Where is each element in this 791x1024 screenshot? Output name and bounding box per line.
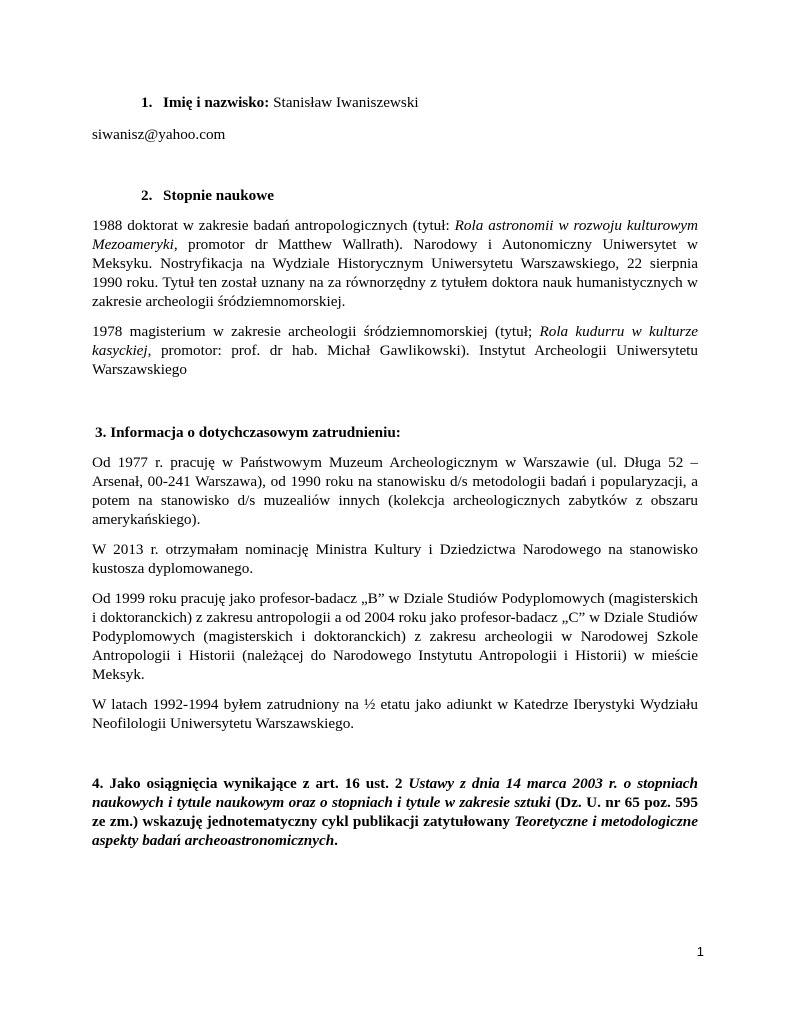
name-label: Imię i nazwisko: — [163, 94, 270, 111]
section-4-paragraph: 4. Jako osiągnięcia wynikające z art. 16 ust. 2 Ustawy z dnia 14 marca 2003 r. o stopniach naukowych i tytule naukowym oraz o stopniach i tytule w zakresie sztuki (Dz. U. nr 65 poz. 595 ze zm.) wskazuję jednotematyczny cykl publikacji zatytułowany Teoretyczne i metodologiczne aspekty badań archeoastronomicznych. — [92, 775, 698, 849]
doctorate-paragraph: 1988 doktorat w zakresie badań antropologicznych (tytuł: Rola astronomii w rozwoju kulturowym Mezoameryki, promotor dr Matthew Wallrath). Narodowy i Autonomiczny Uniwersytet w Meksyku. Nostryfikacja na Wydziale Historycznym Uniwersytetu Warszawskiego, 22 sierpnia 1990 roku. Tytuł ten został uznany na za równorzędny z tytułem doktora nauk humanistycznych w zakresie archeologii śródziemnomorskiej. — [92, 217, 698, 310]
section-2-number: 2. — [141, 187, 153, 204]
section-2-heading — [141, 186, 698, 205]
act-title: Ustawy z dnia 14 marca 2003 r. o stopniach naukowych i tytule naukowym oraz o stopniach i tytule w zakresie sztuki — [92, 775, 698, 811]
doctorate-thesis-title: Rola astronomii w rozwoju kulturowym Mezoameryki — [92, 217, 698, 253]
section-1-heading — [141, 93, 698, 112]
page-number: 1 — [696, 944, 704, 959]
document-body — [92, 93, 698, 850]
full-name: Stanisław Iwaniszewski — [273, 94, 419, 111]
employment-paragraph-1: Od 1977 r. pracuję w Państwowym Muzeum Archeologicznym w Warszawie (ul. Długa 52 – Arsenał, 00-241 Warszawa), od 1990 roku na stanowisku d/s metodologii badań i popularyzacji, a potem na stanowisko d/s muzealiów innych (kolekcja archeologicznych zabytków z obszaru amerykańskiego). — [92, 454, 698, 528]
email-address: siwanisz@yahoo.com — [92, 126, 226, 143]
masters-paragraph: 1978 magisterium w zakresie archeologii śródziemnomorskiej (tytuł; Rola kudurru w kulturze kasyckiej, promotor: prof. dr hab. Michał Gawlikowski). Instytut Archeologii Uniwersytetu Warszawskiego — [92, 323, 698, 378]
masters-thesis-title: Rola kudurru w kulturze kasyckiej — [92, 323, 698, 359]
section-2-title: Stopnie naukowe — [163, 187, 274, 204]
section-1-number: 1. — [141, 94, 153, 111]
employment-paragraph-4: W latach 1992-1994 byłem zatrudniony na ½ etatu jako adiunkt w Katedrze Iberystyki Wydziału Neofilologii Uniwersytetu Warszawskiego. — [92, 696, 698, 732]
section-3-heading: 3. Informacja o dotychczasowym zatrudnieniu: — [95, 424, 401, 441]
employment-paragraph-3: Od 1999 roku pracuję jako profesor-badacz „B” w Dziale Studiów Podyplomowych (magisterskich i doktoranckich) z zakresu antropologii a od 2004 roku jako profesor-badacz „C” w Dziale Studiów Podyplomowych (magisterskich i doktoranckich) z zakresu archeologii w Narodowej Szkole Antropologii i Historii (należącej do Narodowego Instytutu Antropologii i Historii) w mieście Meksyk. — [92, 590, 698, 683]
employment-paragraph-2: W 2013 r. otrzymałam nominację Ministra Kultury i Dziedzictwa Narodowego na stanowisko kustosza dyplomowanego. — [92, 541, 698, 577]
publication-series-title: Teoretyczne i metodologiczne aspekty badań archeoastronomicznych — [92, 813, 698, 849]
